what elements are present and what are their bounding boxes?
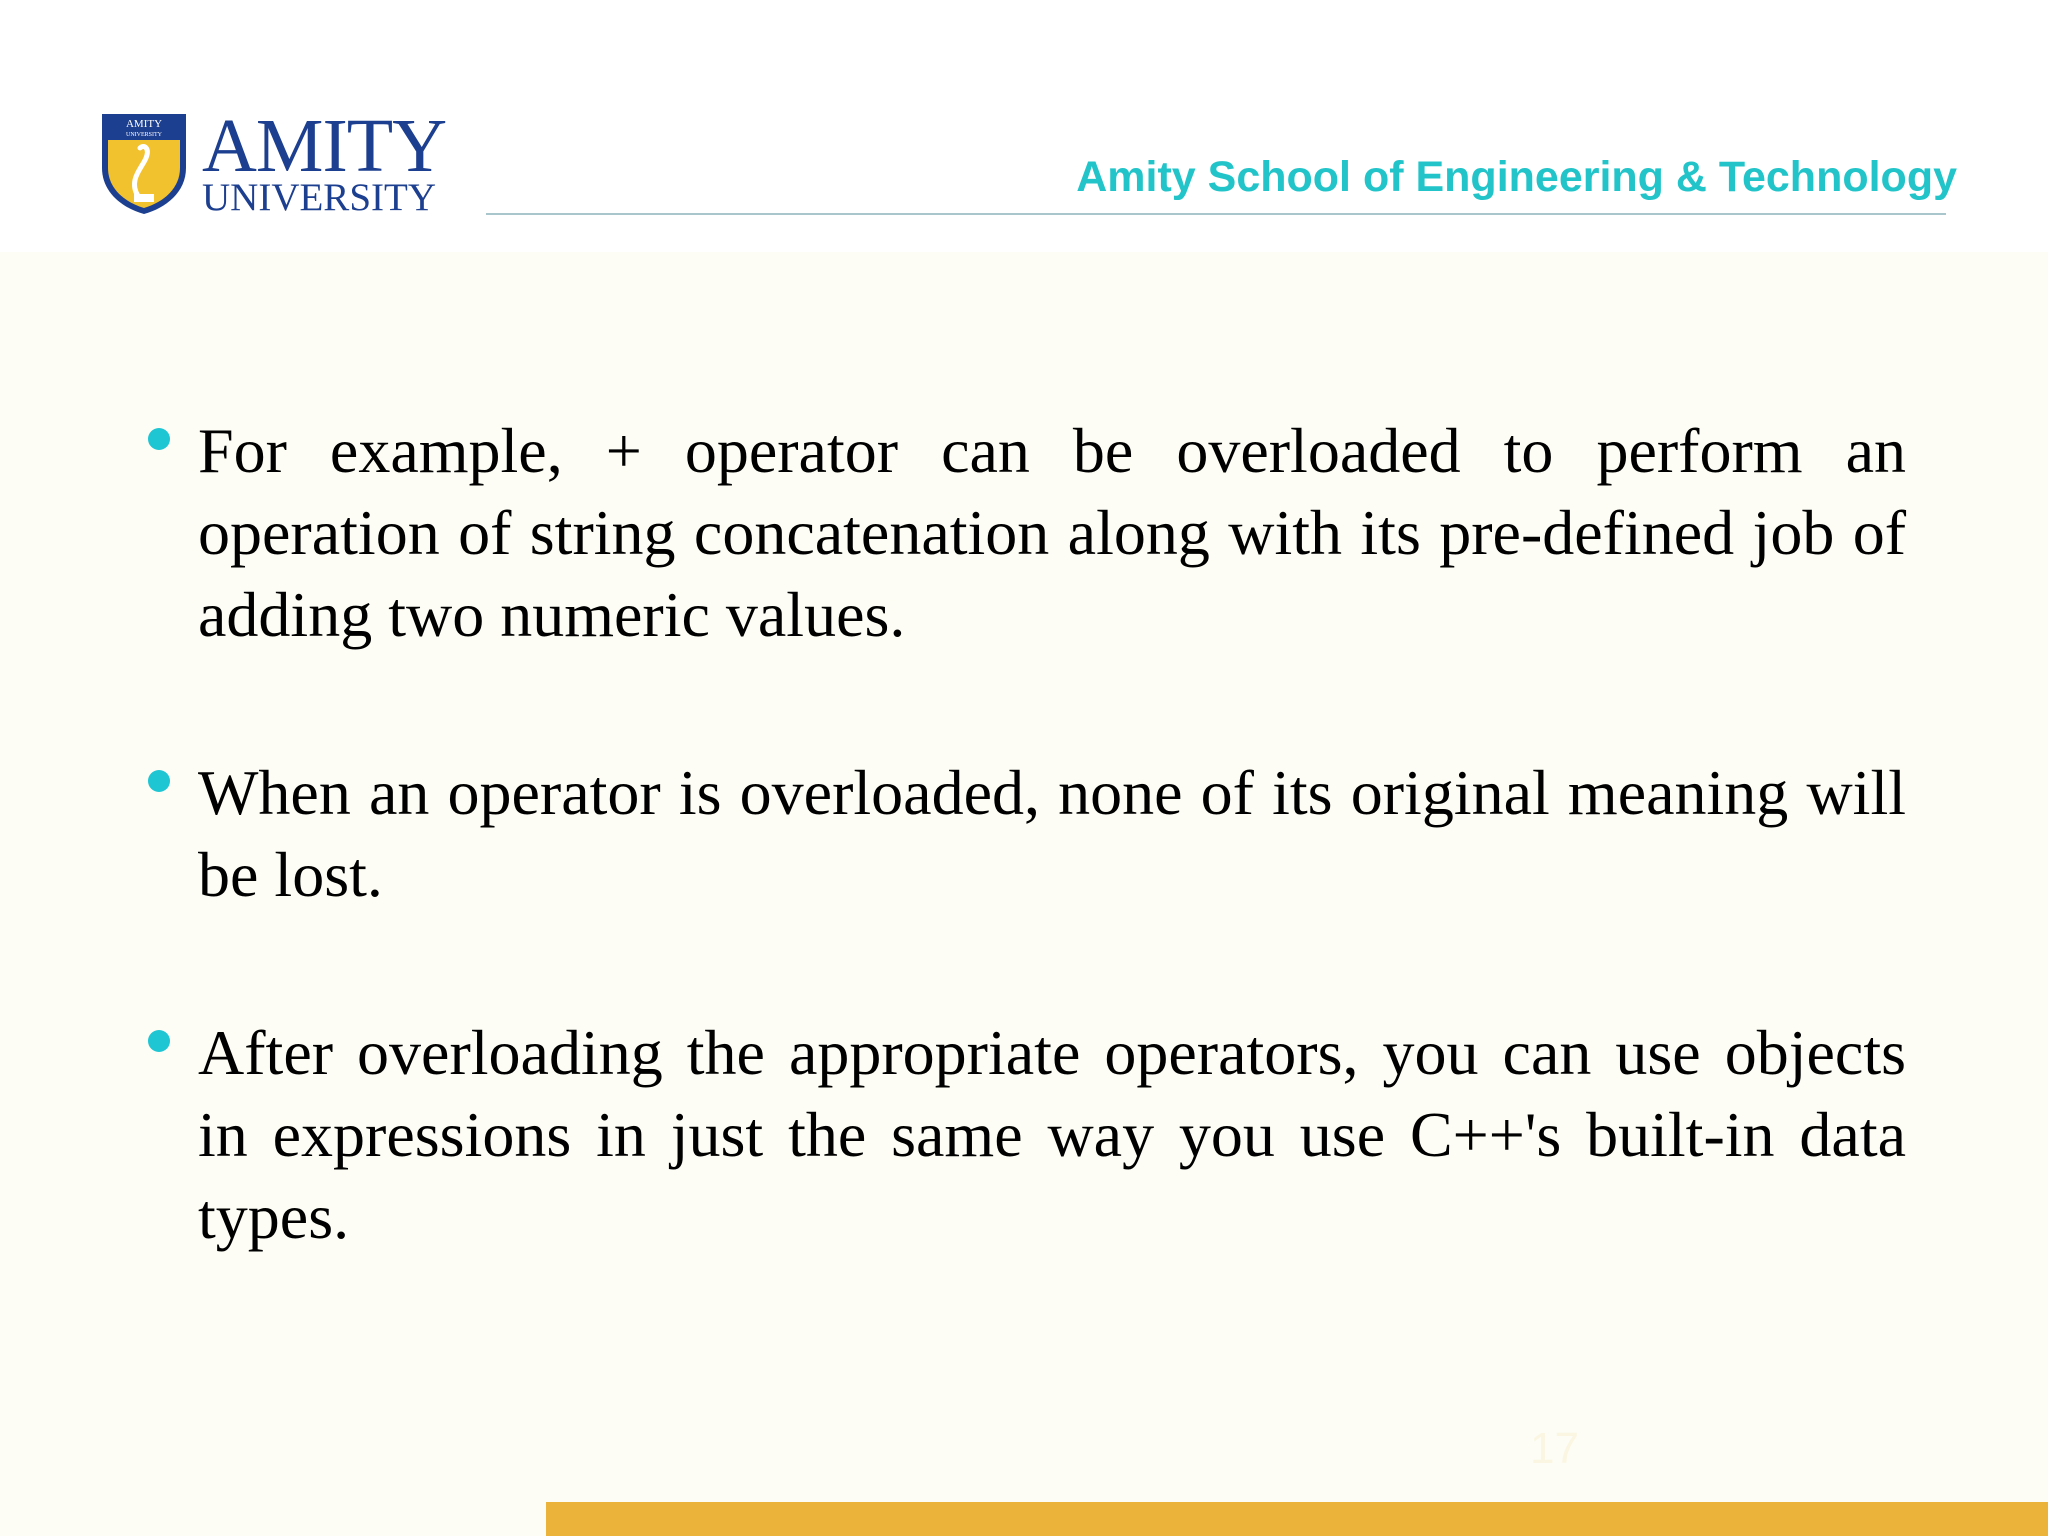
bullet-item-1 bbox=[148, 410, 1906, 656]
bullet-item-3 bbox=[148, 1012, 1906, 1258]
logo-name-line1: AMITY bbox=[202, 104, 447, 188]
bullet-list bbox=[148, 410, 1906, 1354]
amity-university-logo bbox=[98, 104, 448, 219]
bullet-item-2 bbox=[148, 752, 1906, 916]
crest-text-top: AMITY bbox=[125, 118, 163, 130]
bullet-dot-icon bbox=[148, 1030, 170, 1052]
logo-name-line2: UNIVERSITY bbox=[202, 176, 436, 219]
bullet-dot-icon bbox=[148, 428, 170, 450]
footer-accent-bar bbox=[546, 1502, 2048, 1536]
page-number: 17 bbox=[1530, 1424, 1579, 1473]
school-title: Amity School of Engineering & Technology bbox=[1076, 153, 1957, 201]
bullet-dot-icon bbox=[148, 770, 170, 792]
header-divider bbox=[486, 213, 1946, 215]
crest-text-bottom: UNIVERSITY bbox=[126, 132, 162, 138]
bullet-text: For example, + operator can be overloaded to perform an operation of string concatenation along with its pre-defined job of adding two numeric values. bbox=[198, 415, 1906, 650]
bullet-text: When an operator is overloaded, none of its original meaning will be lost. bbox=[198, 757, 1906, 910]
amity-crest-icon bbox=[98, 110, 190, 216]
bullet-text: After overloading the appropriate operators, you can use objects in expressions in just the same way you use C++'s built-in data types. bbox=[198, 1017, 1906, 1252]
